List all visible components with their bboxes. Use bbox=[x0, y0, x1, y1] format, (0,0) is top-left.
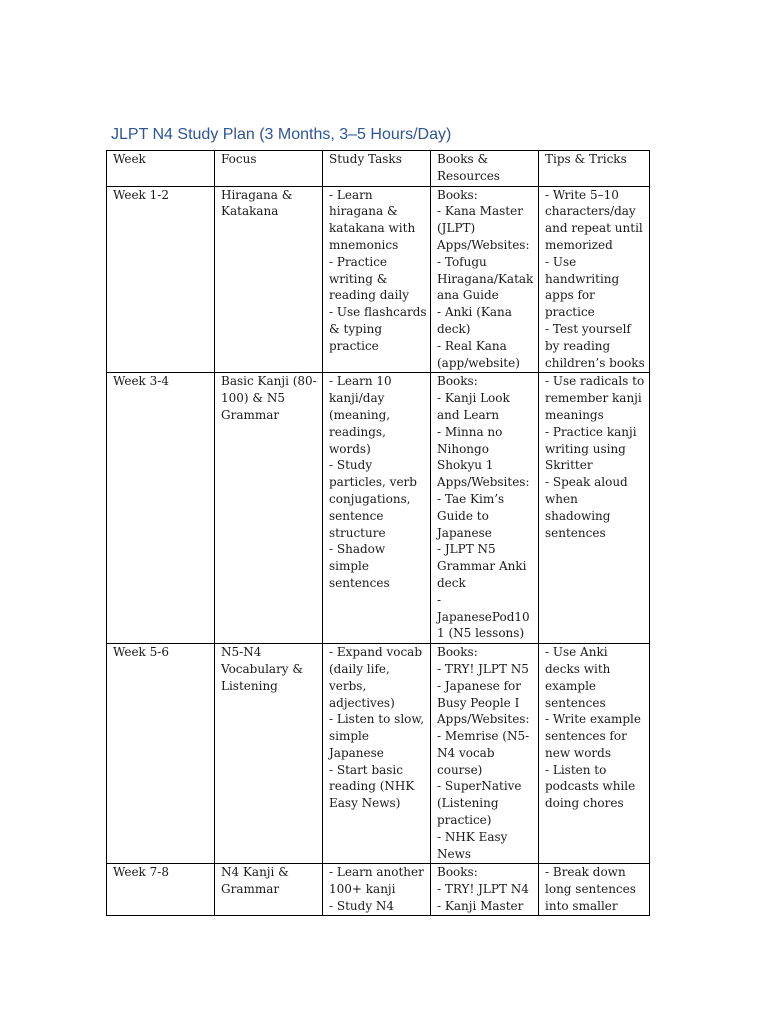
focus-text: Basic Kanji (80-100) & N5 Grammar bbox=[221, 374, 317, 422]
cell-tips bbox=[539, 864, 650, 916]
cell-tips bbox=[539, 373, 650, 644]
tasks-text: - Expand vocab (daily life, verbs, adjectives) - Listen to slow, simple Japanese - Start basic reading (NHK Easy News) bbox=[329, 645, 425, 811]
header-focus: Focus bbox=[215, 151, 323, 187]
tasks-text: - Learn 10 kanji/day (meaning, readings, words) - Study particles, verb conjugations, sentence structure - Shadow simple sentences bbox=[329, 374, 417, 590]
cell-tasks bbox=[323, 864, 431, 916]
document-title: JLPT N4 Study Plan (3 Months, 3–5 Hours/Day) bbox=[111, 126, 452, 143]
cell-week bbox=[107, 186, 215, 373]
table-row bbox=[107, 644, 650, 864]
cell-week bbox=[107, 373, 215, 644]
cell-tasks bbox=[323, 644, 431, 864]
tips-text: - Use radicals to remember kanji meanings - Practice kanji writing using Skritter - Speak aloud when shadowing sentences bbox=[545, 374, 645, 540]
cell-tasks bbox=[323, 373, 431, 644]
tips-text: - Use Anki decks with example sentences - Write example sentences for new words - Listen to podcasts while doing chores bbox=[545, 645, 641, 811]
header-tips-tricks: Tips & Tricks bbox=[539, 151, 650, 187]
tasks-text: - Learn another 100+ kanji - Study N4 bbox=[329, 865, 424, 914]
cell-tips bbox=[539, 186, 650, 373]
header-books-resources: Books & Resources bbox=[431, 151, 539, 187]
header-study-tasks: Study Tasks bbox=[323, 151, 431, 187]
cell-resources bbox=[431, 864, 539, 916]
cell-focus bbox=[215, 644, 323, 864]
week-label: Week 3-4 bbox=[113, 374, 169, 389]
table-row bbox=[107, 186, 650, 373]
tips-text: - Break down long sentences into smaller bbox=[545, 865, 636, 914]
cell-week bbox=[107, 864, 215, 916]
resources-text: Books: - Kanji Look and Learn - Minna no Nihongo Shokyu 1 Apps/Websites: - Tae Kim’s Guide to Japanese - JLPT N5 Grammar Anki deck - JapanesePod101 (N5 lessons) bbox=[437, 374, 530, 641]
focus-text: N4 Kanji & Grammar bbox=[221, 865, 289, 897]
cell-focus bbox=[215, 864, 323, 916]
focus-text: N5-N4 Vocabulary & Listening bbox=[221, 645, 304, 693]
table-header-row bbox=[107, 151, 650, 187]
week-label: Week 7-8 bbox=[113, 865, 169, 880]
week-label: Week 1-2 bbox=[113, 187, 169, 202]
header-week: Week bbox=[107, 151, 215, 187]
cell-resources bbox=[431, 186, 539, 373]
resources-text: Books: - TRY! JLPT N5 - Japanese for Busy People I Apps/Websites: - Memrise (N5-N4 vocab course) - SuperNative (Listening practice) - NHK Easy News bbox=[437, 645, 530, 861]
cell-resources bbox=[431, 373, 539, 644]
cell-tips bbox=[539, 644, 650, 864]
cell-resources bbox=[431, 644, 539, 864]
cell-focus bbox=[215, 373, 323, 644]
cell-focus bbox=[215, 186, 323, 373]
resources-text: Books: - TRY! JLPT N4 - Kanji Master bbox=[437, 865, 529, 914]
table-row bbox=[107, 373, 650, 644]
focus-text: Hiragana & Katakana bbox=[221, 187, 293, 219]
table-row bbox=[107, 864, 650, 916]
tips-text: - Write 5–10 characters/day and repeat until memorized - Use handwriting apps for practice - Test yourself by reading children’s books bbox=[545, 187, 645, 370]
cell-week bbox=[107, 644, 215, 864]
cell-tasks bbox=[323, 186, 431, 373]
tasks-text: - Learn hiragana & katakana with mnemonics - Practice writing & reading daily - Use flashcards & typing practice bbox=[329, 187, 427, 353]
study-plan-table bbox=[106, 150, 650, 916]
resources-text: Books: - Kana Master (JLPT) Apps/Websites: - Tofugu Hiragana/Katakana Guide - Anki (Kana deck) - Real Kana (app/website) bbox=[437, 187, 534, 370]
week-label: Week 5-6 bbox=[113, 645, 169, 660]
